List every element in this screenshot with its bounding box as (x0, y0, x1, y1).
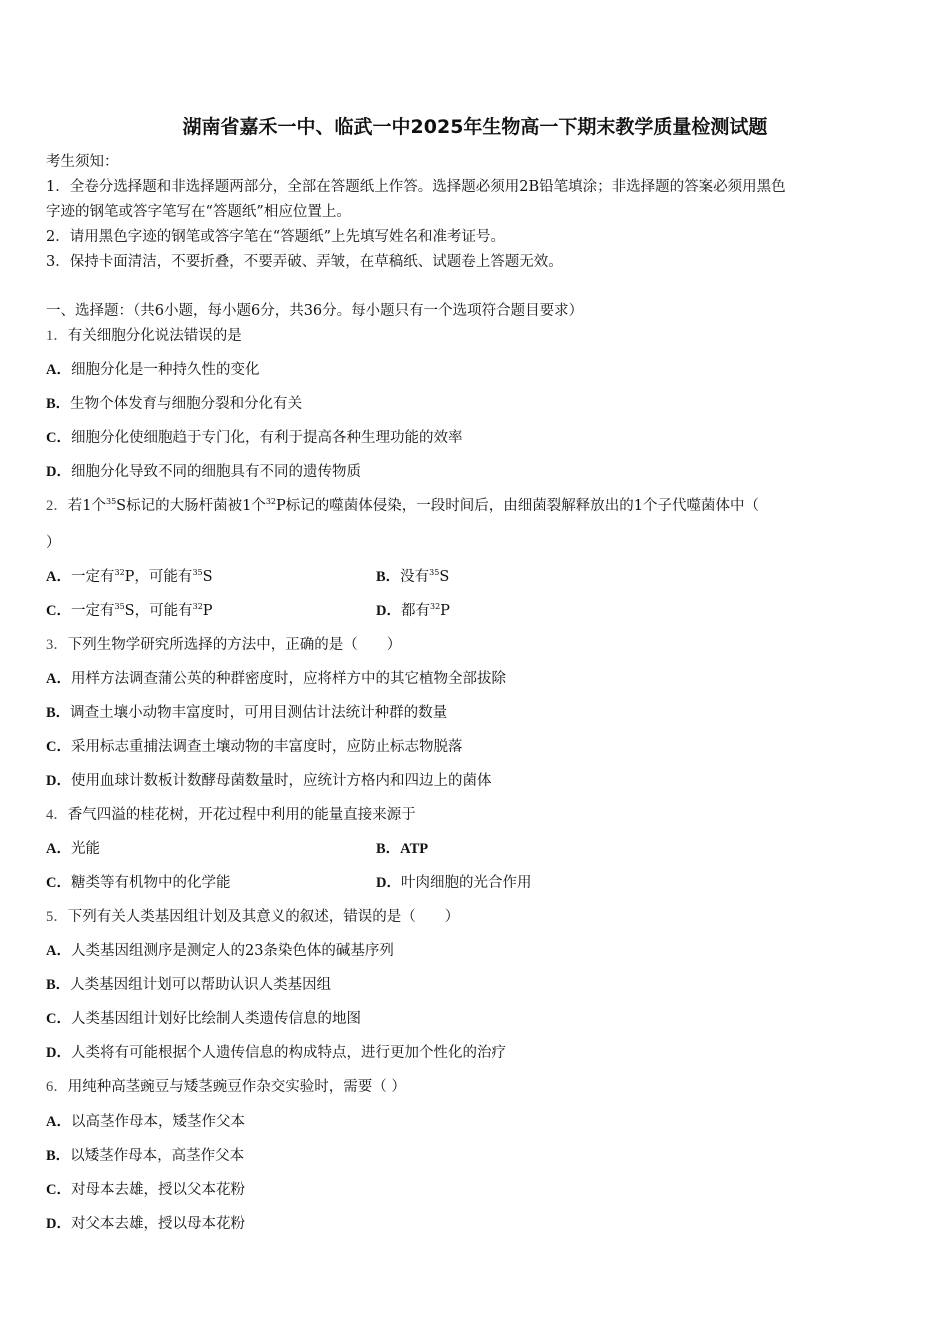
option-text: 人类基因组测序是测定人的23条染色体的碱基序列 (70, 943, 394, 959)
option (376, 839, 428, 859)
option-text: 采用标志重捕法调查土壤动物的丰富度时，应防止标志物脱落 (70, 739, 463, 755)
question-stem-end: ） (46, 535, 61, 551)
option (46, 873, 230, 893)
option (46, 394, 302, 414)
question-stem (46, 326, 242, 346)
option-label: D． (46, 773, 71, 789)
option (376, 601, 450, 621)
option-label: C． (46, 1011, 71, 1027)
option-text: 都有 (400, 603, 430, 619)
question-number: 6． (46, 1079, 68, 1095)
superscript: 35 (114, 602, 125, 611)
option-text: 细胞分化是一种持久性的变化 (70, 362, 260, 378)
option (46, 737, 462, 757)
option-label: C． (46, 603, 71, 619)
notice-item: 1．全卷分选择题和非选择题两部分，全部在答题纸上作答。选择题必须用2B铅笔填涂；非选择题的答案必须用黑色 (46, 179, 786, 195)
question-stem (46, 805, 416, 825)
option (46, 567, 213, 587)
option-text: 光能 (70, 841, 100, 857)
option-text: 细胞分化导致不同的细胞具有不同的遗传物质 (70, 464, 361, 480)
section-header: 一、选择题：（共6小题，每小题6分，共36分。每小题只有一个选项符合题目要求） (46, 303, 584, 319)
option (46, 428, 462, 448)
option-label: C． (46, 739, 71, 755)
question-text: 下列有关人类基因组计划及其意义的叙述，错误的是（ ） (67, 909, 460, 925)
question-stem (46, 907, 459, 927)
option (46, 975, 331, 995)
notice-item: 2．请用黑色字迹的钢笔或答字笔在“答题纸”上先填写姓名和准考证号。 (46, 229, 506, 245)
option-text: S (439, 569, 450, 585)
option-label: B． (376, 841, 401, 857)
option (46, 1043, 506, 1063)
option-text: P (202, 603, 213, 619)
question-text: P标记的噬菌体侵染，一段时间后，由细菌裂解释放出的1个子代噬菌体中（ (276, 498, 760, 514)
question-stem (46, 635, 401, 655)
option-text: 调查土壤小动物丰富度时，可用目测估计法统计种群的数量 (70, 705, 448, 721)
superscript: 35 (429, 568, 440, 577)
option-label: B． (46, 396, 71, 412)
option-text: 用样方法调查蒲公英的种群密度时，应将样方中的其它植物全部拔除 (70, 671, 506, 687)
option-label: D． (46, 464, 71, 480)
option-label: A． (46, 1114, 71, 1130)
superscript: 35 (105, 497, 117, 506)
option-label: B． (376, 569, 401, 585)
option-text: 使用血球计数板计数酵母菌数量时，应统计方格内和四边上的菌体 (70, 773, 492, 789)
option-text: 以高茎作母本，矮茎作父本 (70, 1114, 245, 1130)
option (46, 941, 394, 961)
question-text: 若1个 (67, 498, 106, 514)
option-text: 人类将有可能根据个人遗传信息的构成特点，进行更加个性化的治疗 (70, 1045, 506, 1061)
option-label: D． (376, 875, 401, 891)
option (46, 771, 491, 791)
question-number: 4． (46, 807, 68, 823)
question-number: 3． (46, 637, 68, 653)
question-text: 有关细胞分化说法错误的是 (67, 328, 242, 344)
option-text: 生物个体发育与细胞分裂和分化有关 (70, 396, 303, 412)
question-text: S标记的大肠杆菌被1个 (116, 498, 266, 514)
option-label: B． (46, 705, 71, 721)
option-text: 叶肉细胞的光合作用 (400, 875, 532, 891)
superscript: 32 (265, 497, 277, 506)
question-stem (46, 1077, 406, 1097)
option-text: 一定有 (70, 603, 115, 619)
notice-item: 3．保持卡面清洁，不要折叠，不要弄破、弄皱，在草稿纸、试题卷上答题无效。 (46, 254, 563, 270)
question-number: 1． (46, 328, 68, 344)
superscript: 32 (429, 602, 441, 611)
option (46, 360, 259, 380)
option-text: P (440, 603, 450, 619)
notice-heading: 考生须知： (46, 154, 119, 170)
option-label: D． (376, 603, 401, 619)
option-label: C． (46, 430, 71, 446)
question-text: 下列生物学研究所选择的方法中，正确的是（ ） (67, 637, 402, 653)
option-text: S (202, 569, 213, 585)
option (46, 462, 361, 482)
option (376, 567, 449, 587)
option-text: 对母本去雄，授以父本花粉 (70, 1182, 245, 1198)
question-text: 用纯种高茎豌豆与矮茎豌豆作杂交实验时，需要（ ） (67, 1079, 406, 1095)
option-text: 糖类等有机物中的化学能 (70, 875, 231, 891)
option-label: B． (46, 1148, 71, 1164)
option-label: D． (46, 1216, 71, 1232)
option-text: 人类基因组计划好比绘制人类遗传信息的地图 (70, 1011, 361, 1027)
option (46, 1180, 245, 1200)
option (46, 1214, 245, 1234)
option (46, 703, 447, 723)
option-text: ATP (400, 841, 429, 857)
superscript: 35 (192, 568, 203, 577)
question-number: 2． (46, 498, 68, 514)
option-label: C． (46, 875, 71, 891)
question-text: 香气四溢的桂花树，开花过程中利用的能量直接来源于 (67, 807, 416, 823)
option-label: C． (46, 1182, 71, 1198)
option (376, 873, 531, 893)
option-label: A． (46, 943, 71, 959)
option-label: A． (46, 841, 71, 857)
option-label: A． (46, 362, 71, 378)
superscript: 32 (114, 568, 125, 577)
option (46, 601, 213, 621)
option-text: 没有 (400, 569, 430, 585)
option-text: 对父本去雄，授以母本花粉 (70, 1216, 245, 1232)
option-label: A． (46, 569, 71, 585)
notice-item: 字迹的钢笔或答字笔写在“答题纸”相应位置上。 (46, 204, 351, 220)
superscript: 32 (192, 602, 203, 611)
option-text: 以矮茎作母本，高茎作父本 (70, 1148, 245, 1164)
option (46, 1112, 245, 1132)
question-stem (46, 496, 759, 516)
option-text: S，可能有 (124, 603, 193, 619)
option (46, 839, 100, 859)
option (46, 1146, 244, 1166)
option-label: D． (46, 1045, 71, 1061)
option-text: P，可能有 (124, 569, 193, 585)
option-label: A． (46, 671, 71, 687)
option (46, 669, 506, 689)
option-label: B． (46, 977, 71, 993)
exam-title: 湖南省嘉禾一中、临武一中2025年生物高一下期末教学质量检测试题 (182, 116, 768, 138)
option-text: 细胞分化使细胞趋于专门化，有利于提高各种生理功能的效率 (70, 430, 463, 446)
question-number: 5． (46, 909, 68, 925)
option-text: 人类基因组计划可以帮助认识人类基因组 (70, 977, 332, 993)
option-text: 一定有 (70, 569, 115, 585)
option (46, 1009, 361, 1029)
